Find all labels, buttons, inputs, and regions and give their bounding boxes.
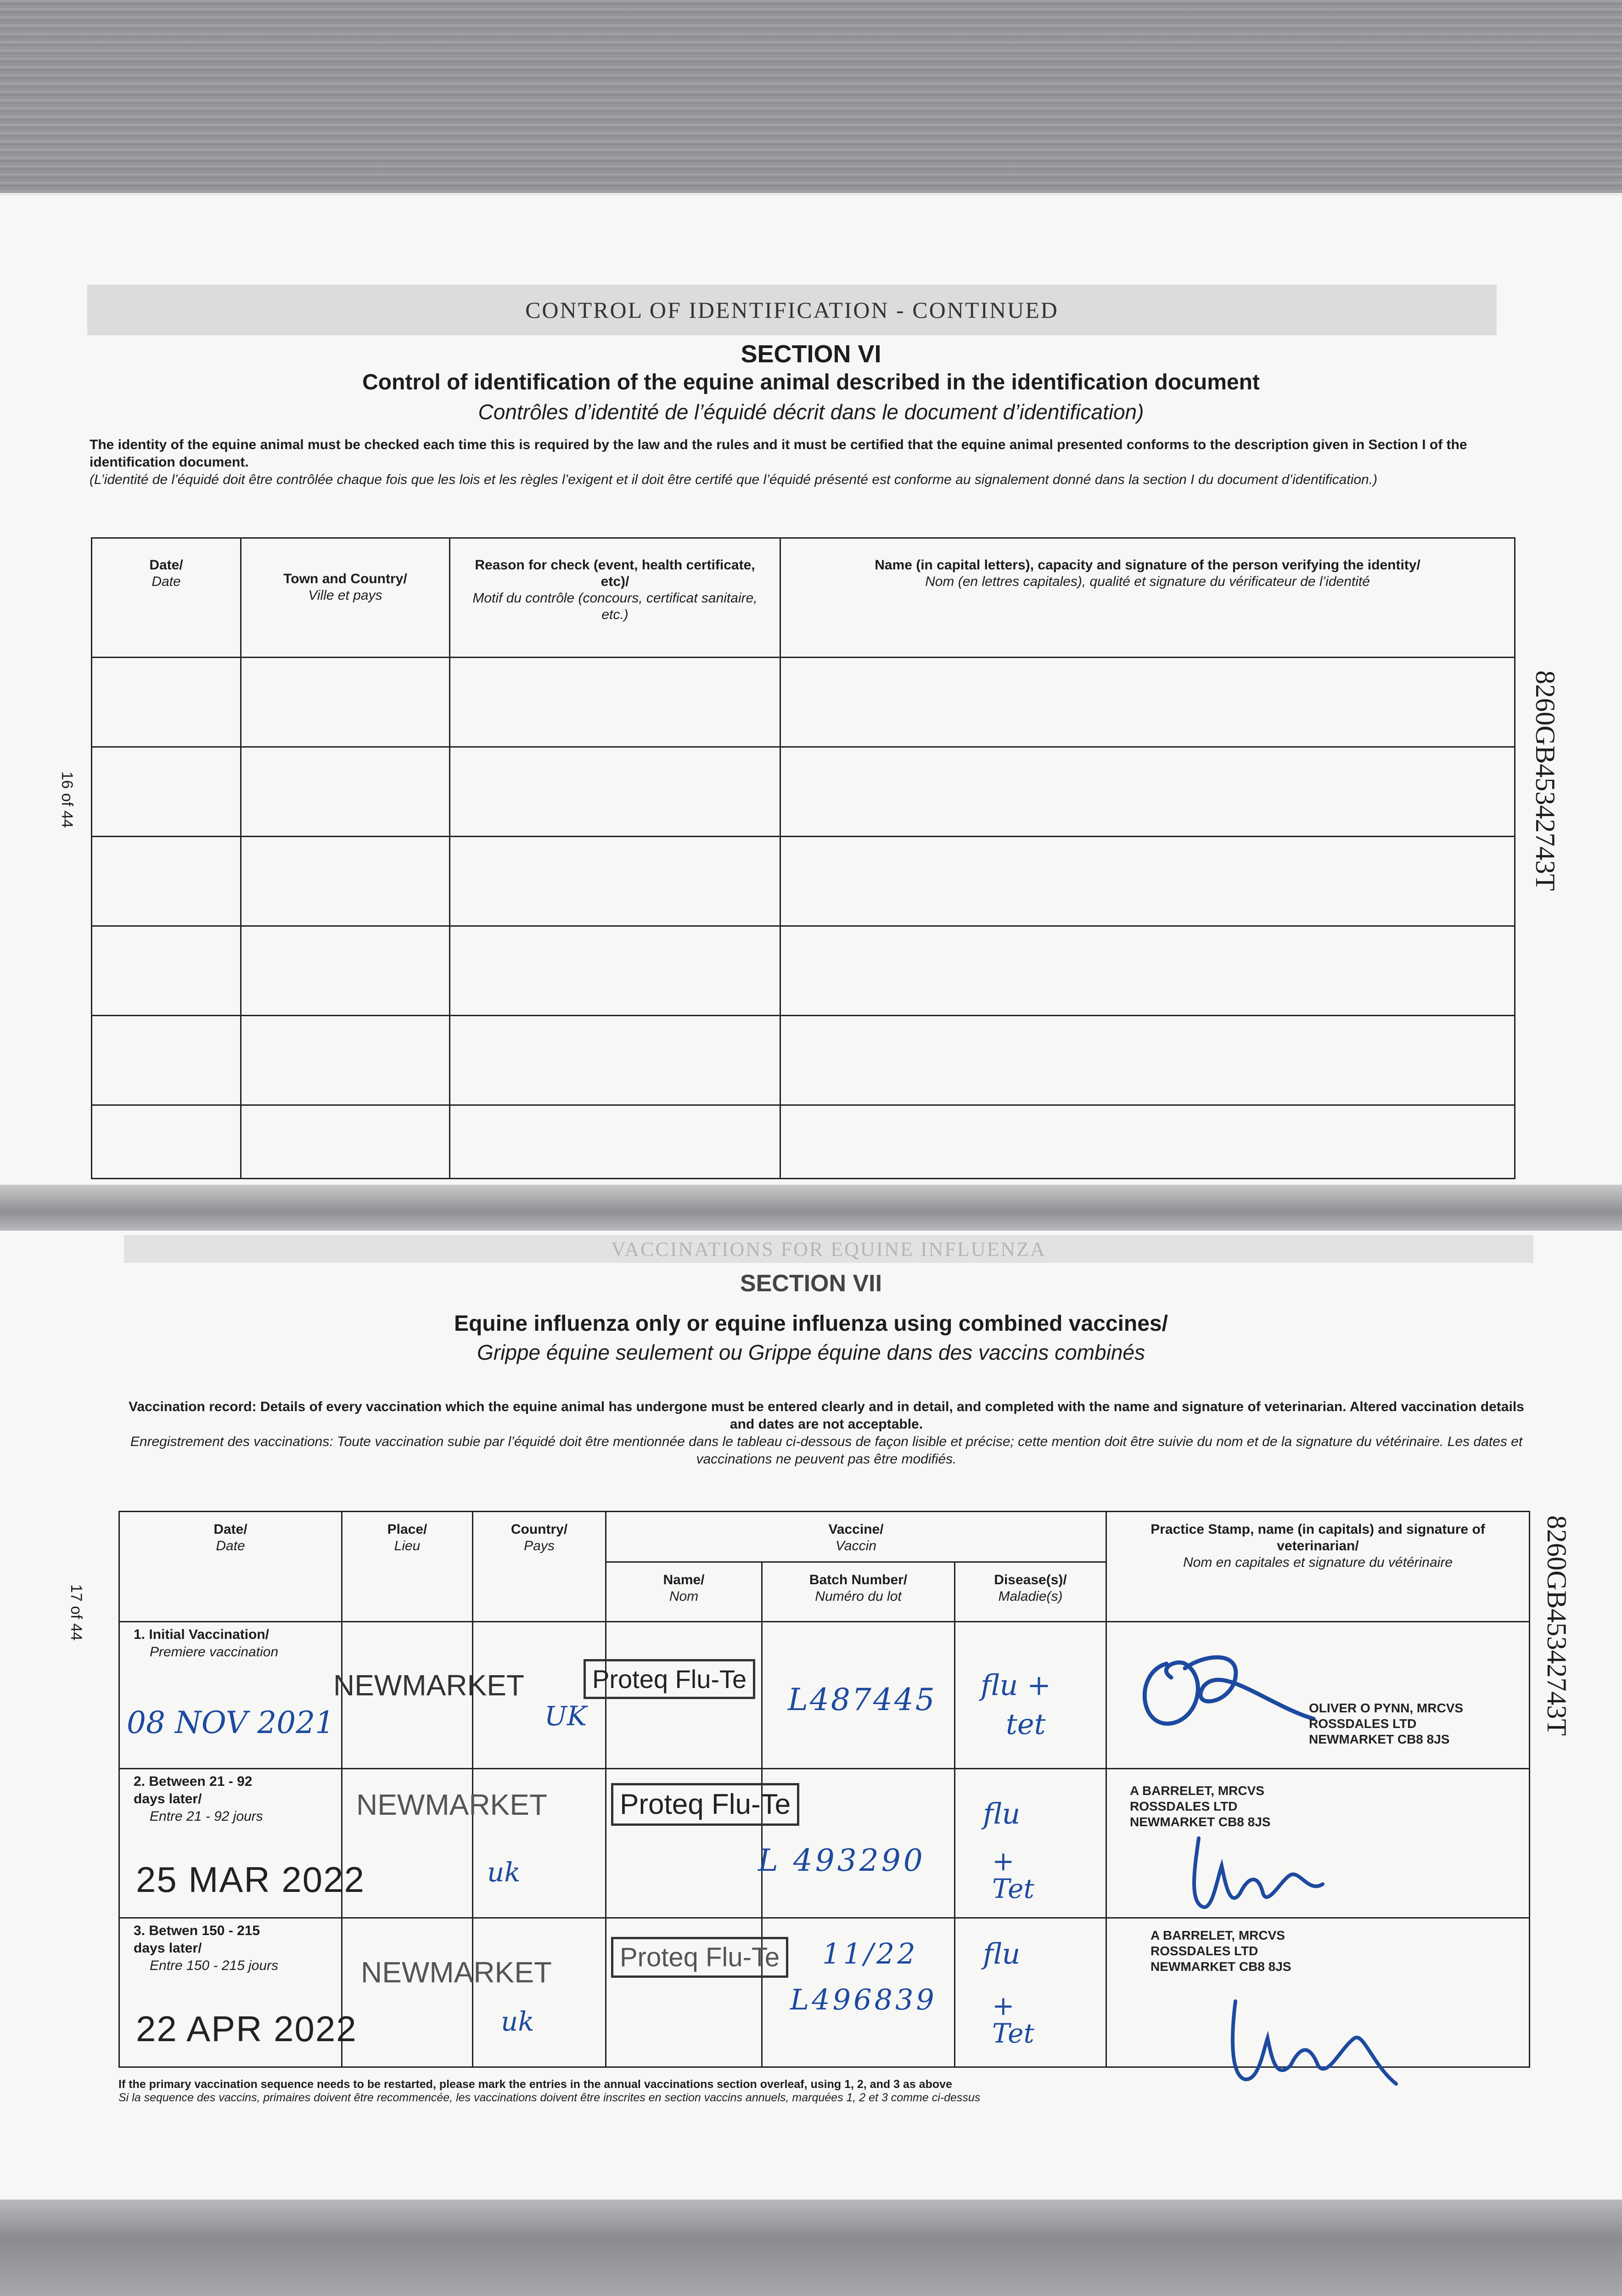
table-row xyxy=(92,658,1515,747)
row1-country: UK xyxy=(544,1700,587,1732)
row1-vet-name: OLIVER O PYNN, MRCVS xyxy=(1309,1701,1464,1715)
page-number-top: 16 of 44 xyxy=(58,771,76,828)
col-vacc-date: Date/ Date xyxy=(119,1512,342,1622)
row2-vet-signature xyxy=(1171,1824,1336,1916)
vacc-row3-batch-cell xyxy=(762,1918,955,2067)
section6-intro xyxy=(90,436,1490,489)
vacc-row3-disease-cell xyxy=(955,1918,1106,2067)
row3-country: uk xyxy=(501,2006,534,2037)
id-code-bottom: 8260GB45342743T xyxy=(1542,1515,1572,1736)
vacc-row2-stamp-cell xyxy=(1106,1769,1530,1918)
vacc-row3-stamp-cell xyxy=(1106,1918,1530,2067)
table-row xyxy=(119,1769,1530,1918)
row1-disease-1: flu + xyxy=(981,1668,1051,1702)
vacc-row1-stamp-cell xyxy=(1106,1622,1530,1769)
section6-intro-en: The identity of the equine animal must be checked each time this is required by the law and the rules and it must be certified that the equine animal presented conforms to the description given in Section I of the identification document. xyxy=(90,437,1467,470)
col-reason: Reason for check (event, health certificate, etc)/ Motif du contrôle (concours, certificat sanitaire, etc.) xyxy=(450,538,780,658)
col-practice-stamp: Practice Stamp, name (in capitals) and signature of veterinarian/ Nom en capitales et signature du vétérinaire xyxy=(1106,1512,1530,1622)
row1-place: NEWMARKET xyxy=(333,1669,524,1702)
col-place: Place/ Lieu xyxy=(342,1512,473,1622)
section7-banner: VACCINATIONS FOR EQUINE INFLUENZA xyxy=(124,1235,1533,1263)
identity-check-table xyxy=(91,537,1515,1179)
col-country: Country/ Pays xyxy=(473,1512,606,1622)
table-row xyxy=(92,747,1515,837)
col-batch: Batch Number/ Numéro du lot xyxy=(762,1562,955,1622)
row3-vaccine-stamp: Proteq Flu-Te xyxy=(611,1937,788,1978)
row1-label-fr: Premiere vaccination xyxy=(150,1644,279,1660)
row3-vet-address: NEWMARKET CB8 8JS xyxy=(1151,1959,1291,1974)
row1-vaccine-stamp: Proteq Flu-Te xyxy=(584,1659,755,1699)
footer-en: If the primary vaccination sequence needs to be restarted, please mark the entries in the annual vaccinations section overleaf, using 1, 2, and 3 as above xyxy=(118,2078,952,2091)
row3-vet-practice: ROSSDALES LTD xyxy=(1151,1944,1258,1958)
row3-vet-name: A BARRELET, MRCVS xyxy=(1151,1928,1285,1942)
row3-label: 3. Betwen 150 - 215 days later/ xyxy=(134,1923,260,1956)
row2-place: NEWMARKET xyxy=(356,1788,547,1821)
row1-label: 1. Initial Vaccination/ xyxy=(134,1627,269,1642)
row3-vet-signature xyxy=(1217,1987,1401,2093)
section6-heading: SECTION VI xyxy=(741,340,881,368)
book-bottom-edge xyxy=(0,2200,1622,2296)
row3-label-fr: Entre 150 - 215 jours xyxy=(150,1958,279,1973)
vacc-row3-date-cell xyxy=(119,1918,357,2067)
vacc-row2-disease-cell xyxy=(955,1769,1106,1918)
row2-vet-address: NEWMARKET CB8 8JS xyxy=(1130,1815,1271,1829)
section7-intro-fr: Enregistrement des vaccinations: Toute vaccination subie par l’équidé doit être mentionnée dans le tableau ci-dessous de façon lisible et précise; cette mention doit être suivie du nom et de la signature du vétérinaire. Les dates et vaccinations ne peuvent pas être modifiés. xyxy=(130,1434,1523,1467)
section7-title-en: Equine influenza only or equine influenza using combined vaccines/ xyxy=(454,1311,1168,1336)
section7-intro xyxy=(124,1398,1529,1468)
section7-heading: SECTION VII xyxy=(740,1270,882,1297)
row1-vet-address: NEWMARKET CB8 8JS xyxy=(1309,1732,1450,1746)
table-row xyxy=(92,926,1515,1016)
row1-disease-2: tet xyxy=(1006,1707,1046,1741)
section6-banner: CONTROL OF IDENTIFICATION - CONTINUED xyxy=(87,285,1497,335)
vaccination-table-header xyxy=(119,1512,1530,1562)
row1-vet-practice: ROSSDALES LTD xyxy=(1309,1716,1417,1731)
col-vaccine-name: Name/ Nom xyxy=(606,1562,762,1622)
vacc-row2-date-cell xyxy=(119,1769,365,1918)
row2-vet-practice: ROSSDALES LTD xyxy=(1130,1799,1238,1813)
row2-batch: L 493290 xyxy=(758,1843,926,1878)
vacc-row1-date-cell xyxy=(119,1622,342,1769)
row2-vaccine-stamp: Proteq Flu-Te xyxy=(611,1783,799,1826)
vacc-row1-batch-cell xyxy=(762,1622,955,1769)
vacc-row2-vaccine-cell xyxy=(606,1769,791,1918)
row3-place: NEWMARKET xyxy=(361,1956,552,1989)
row2-disease-2: + Tet xyxy=(992,1846,1034,1904)
col-verifier: Name (in capital letters), capacity and signature of the person verifying the identity/ Nom (en lettres capitales), qualité et signature du vérificateur de l’identité xyxy=(780,538,1515,658)
row2-label: 2. Between 21 - 92 days later/ xyxy=(134,1774,253,1806)
row3-expiry: 11/22 xyxy=(822,1937,918,1970)
id-code-top: 8260GB45342743T xyxy=(1530,670,1560,891)
vacc-row2-batch-cell xyxy=(758,1769,955,1918)
section6-title-fr: Contrôles d’identité de l’équidé décrit dans le document d’identification) xyxy=(478,400,1144,424)
table-row xyxy=(92,837,1515,926)
vacc-row3-vaccine-cell xyxy=(606,1918,780,2067)
row3-vet-stamp xyxy=(1151,1928,1291,1975)
vacc-row1-disease-cell xyxy=(955,1622,1106,1769)
col-date: Date/ Date xyxy=(92,538,241,658)
section7-title-fr: Grippe équine seulement ou Grippe équine dans des vaccins combinés xyxy=(477,1340,1145,1364)
row1-date: 08 NOV 2021 xyxy=(127,1705,335,1740)
table-row xyxy=(92,1016,1515,1105)
row2-label-fr: Entre 21 - 92 jours xyxy=(150,1809,263,1824)
page-number-bottom: 17 of 44 xyxy=(67,1584,85,1641)
footer-fr: Si la sequence des vaccins, primaires doivent être recommencée, les vaccinations doivent être inscrites en section vaccins annuels, marquées 1, 2 et 3 comme ci-dessus xyxy=(118,2091,981,2104)
vacc-row3-country-cell xyxy=(473,1918,606,2067)
row3-date: 22 APR 2022 xyxy=(136,2009,357,2049)
section7-footer xyxy=(118,2078,1542,2105)
vacc-row2-country-cell xyxy=(473,1769,606,1918)
row2-disease-1: flu xyxy=(983,1797,1021,1830)
row3-batch: L496839 xyxy=(790,1983,937,2016)
table-row xyxy=(119,1918,1530,2067)
section6-title-en: Control of identification of the equine animal described in the identification document xyxy=(362,370,1260,394)
row3-disease-2: + Tet xyxy=(992,1990,1034,2049)
row2-vet-name: A BARRELET, MRCVS xyxy=(1130,1784,1264,1798)
vacc-row1-vaccine-cell xyxy=(592,1622,762,1769)
col-disease: Disease(s)/ Maladie(s) xyxy=(955,1562,1106,1622)
col-town: Town and Country/ Ville et pays xyxy=(241,538,450,658)
row3-disease-1: flu xyxy=(983,1937,1021,1970)
vaccination-table xyxy=(118,1511,1530,2068)
row2-date: 25 MAR 2022 xyxy=(136,1859,365,1900)
row1-vet-stamp xyxy=(1309,1700,1463,1747)
row1-batch: L487445 xyxy=(788,1682,937,1717)
section6-intro-fr: (L’identité de l’équidé doit être contrôlée chaque fois que les lois et les règles l’exigent et il doit être certifé que l’équidé présenté est conforme au signalement donné dans la section I du document d’identification.) xyxy=(90,472,1378,487)
row1-vet-signature xyxy=(1130,1636,1323,1756)
table-row xyxy=(92,1105,1515,1179)
table-row xyxy=(119,1622,1530,1769)
vacc-row1-place-cell xyxy=(333,1622,524,1769)
section7-intro-en: Vaccination record: Details of every vaccination which the equine animal has undergone must be entered clearly and in detail, and completed with the name and signature of veterinarian. Altered vaccination details and dates are not acceptable. xyxy=(129,1399,1524,1432)
identity-table-header xyxy=(92,538,1515,658)
row2-vet-stamp xyxy=(1130,1783,1270,1830)
row2-country: uk xyxy=(487,1857,521,1888)
col-vaccine: Vaccine/ Vaccin xyxy=(606,1512,1106,1562)
